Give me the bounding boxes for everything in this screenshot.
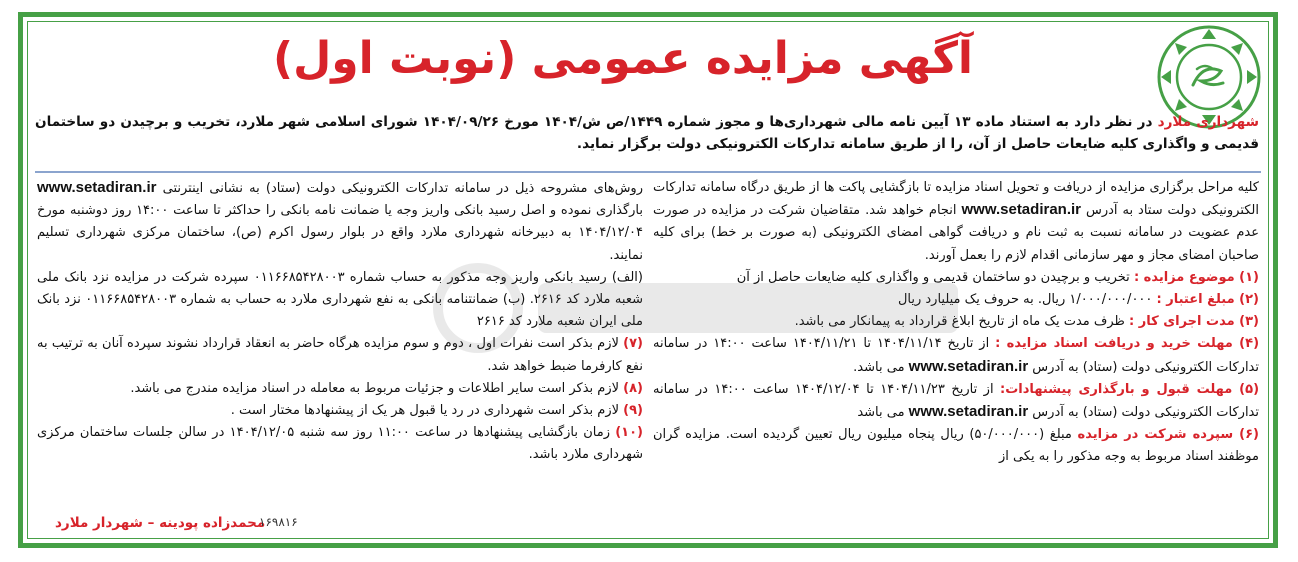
item-1: [653, 267, 1259, 289]
item-3: [653, 311, 1259, 333]
page-title: آگهی مزایده عمومی (نوبت اول): [272, 33, 973, 84]
item-4: [653, 333, 1259, 378]
item-9-text: لازم بذکر است شهرداری در رد یا قبول هر یک از پیشنهادها مختار است .: [230, 403, 624, 419]
right-column: [653, 177, 1259, 469]
item-5-link[interactable]: www.setadiran.ir: [908, 403, 1029, 421]
item-5-tail: می باشد: [857, 405, 909, 421]
item-6-text: مبلغ (۵۰/۰۰۰/۰۰۰) ریال پنجاه میلیون ریال تعیین گردیده است. مزایده گران موظفند اسناد مربوط به وجه مذکور را به یکی از: [653, 427, 1259, 465]
divider: [35, 171, 1261, 173]
methods-text: روش‌های مشروحه ذیل در سامانه تدارکات الکترونیکی دولت (ستاد) به نشانی اینترنتی: [162, 181, 643, 196]
item-6-label: (۶) سپرده شرکت در مزایده: [1077, 427, 1259, 443]
item-9-label: (۹): [623, 403, 643, 419]
item-1-text: تخریب و برچیدن دو ساختمان قدیمی و واگذاری کلیه ضایعات حاصل از آن: [736, 269, 1134, 285]
item-9: [37, 400, 643, 422]
procedure-text-2: انجام خواهد شد. متقاضیان شرکت در مزایده در صورت عدم عضویت در سامانه نسبت به ثبت نام و دریافت گواهی امضای الکترونیکی (به صورت بر خط) برای کلیه صاحبان امضای مجاز و مهر سازمانی اقدام لازم را بعمل آورند.: [653, 203, 1259, 263]
item-4-label: (۴) مهلت خرید و دریافت اسناد مزایده :: [995, 336, 1260, 352]
item-3-text: ظرف مدت یک ماه از تاریخ ابلاغ قرارداد به پیمانکار می باشد.: [794, 314, 1130, 330]
item-10: [37, 422, 643, 466]
methods-text-2: بارگذاری نموده و اصل رسید بانکی واریز وجه یا ضمانت نامه بانکی را حداکثر تا ساعت ۱۴:۰۰ روز دوشنبه مورخ ۱۴۰۴/۱۲/۰۴ به دبیرخانه شهرداری ملارد واقع در بلوار رسول اکرم (ص)، ساختمان مرکزی شهرداری تسلیم نمایند.: [37, 203, 643, 263]
setadiran-link[interactable]: www.setadiran.ir: [961, 201, 1081, 219]
item-5-text: از تاریخ ۱۴۰۴/۱۱/۲۳ تا ۱۴۰۴/۱۲/۰۴ ساعت ۱۴:۰۰ در سامانه تدارکات الکترونیکی دولت (ستاد) به آدرس: [653, 381, 1259, 421]
item-4-text: از تاریخ ۱۴۰۴/۱۱/۱۴ تا ۱۴۰۴/۱۱/۲۱ ساعت ۱۴:۰۰ در سامانه تدارکات الکترونیکی دولت (ستاد) به آدرس: [653, 336, 1259, 375]
item-8-text: لازم بذکر است سایر اطلاعات و جزئیات مربوط به معامله در اسناد مزایده مندرج می باشد.: [130, 380, 624, 396]
item-8-label: (۸): [623, 380, 643, 396]
bank-paragraph: (الف) رسید بانکی واریز وجه مذکور به حساب شماره ۰۱۱۶۶۸۵۴۲۸۰۰۳ سپرده شرکت در مزایده نزد بانک ملی شعبه ملارد کد ۲۶۱۶. (ب) ضمانتنامه بانکی به نفع شهرداری ملارد به حساب به شماره ۰۱۱۶۶۸۵۴۲۸۰۰۳ نزد بانک ملی ایران شعبه ملارد کد ۲۶۱۶: [37, 269, 643, 330]
item-4-link[interactable]: www.setadiran.ir: [908, 357, 1029, 375]
procedure-paragraph: [653, 177, 1259, 267]
item-6: [653, 424, 1259, 468]
setadiran-link-2[interactable]: www.setadiran.ir: [37, 179, 157, 196]
item-7: [37, 333, 643, 377]
item-10-text: زمان بازگشایی پیشنهادها در ساعت ۱۱:۰۰ روز سه شنبه ۱۴۰۴/۱۲/۰۵ در سالن جلسات ساختمان مرکزی شهرداری ملارد باشد.: [37, 425, 643, 463]
item-3-label: (۳) مدت اجرای کار :: [1129, 314, 1259, 330]
procedure-text: کلیه مراحل برگزاری مزایده از دریافت و تحویل اسناد مزایده تا بازگشایی پاکت ها از طریق درگاه سامانه تدارکات الکترونیکی دولت ستاد به آدرس: [653, 180, 1259, 219]
item-2: [653, 289, 1259, 311]
item-10-label: (۱۰): [615, 425, 643, 441]
item-1-label: (۱) موضوع مزایده :: [1133, 269, 1259, 285]
signature: محمدزاده پودینه – شهردار ملارد: [55, 515, 266, 531]
item-4-tail: می باشد.: [853, 359, 909, 375]
item-2-label: (۲) مبلغ اعتبار :: [1156, 292, 1259, 308]
methods-paragraph: [37, 177, 643, 267]
item-8: [37, 378, 643, 400]
item-7-text: لازم بذکر است نفرات اول ، دوم و سوم مزایده هرگاه حاضر به انعقاد قرارداد نشوند سپرده آنان به ترتیب به نفع کارفرما ضبط خواهد شد.: [37, 336, 643, 374]
ad-code: ۱۶۹۸۱۶: [259, 515, 298, 529]
item-5: [653, 379, 1259, 424]
ad-frame: [18, 12, 1278, 548]
organization-name: شهرداری ملارد: [1157, 114, 1259, 130]
item-5-label: (۵) مهلت قبول و بارگذاری پیشنهادات:: [1000, 381, 1260, 397]
intro-text: در نظر دارد به استناد ماده ۱۳ آیین نامه مالی شهرداری‌ها و مجوز شماره ۱۴۴۹/ص ش/۱۴۰۴ مورخ ۱۴۰۴/۰۹/۲۶ شورای اسلامی شهر ملارد، تخریب و برچیدن دو ساختمان قدیمی و واگذاری کلیه ضایعات حاصل از آن، را از طریق سامانه تدارکات الکترونیکی دولت برگزار نماید.: [35, 114, 1259, 152]
left-column: [37, 177, 643, 467]
item-2-text: ۱/۰۰۰/۰۰۰/۰۰۰ ریال. به حروف یک میلیارد ریال: [897, 292, 1157, 308]
intro-paragraph: [35, 111, 1259, 155]
item-7-label: (۷): [623, 336, 643, 352]
